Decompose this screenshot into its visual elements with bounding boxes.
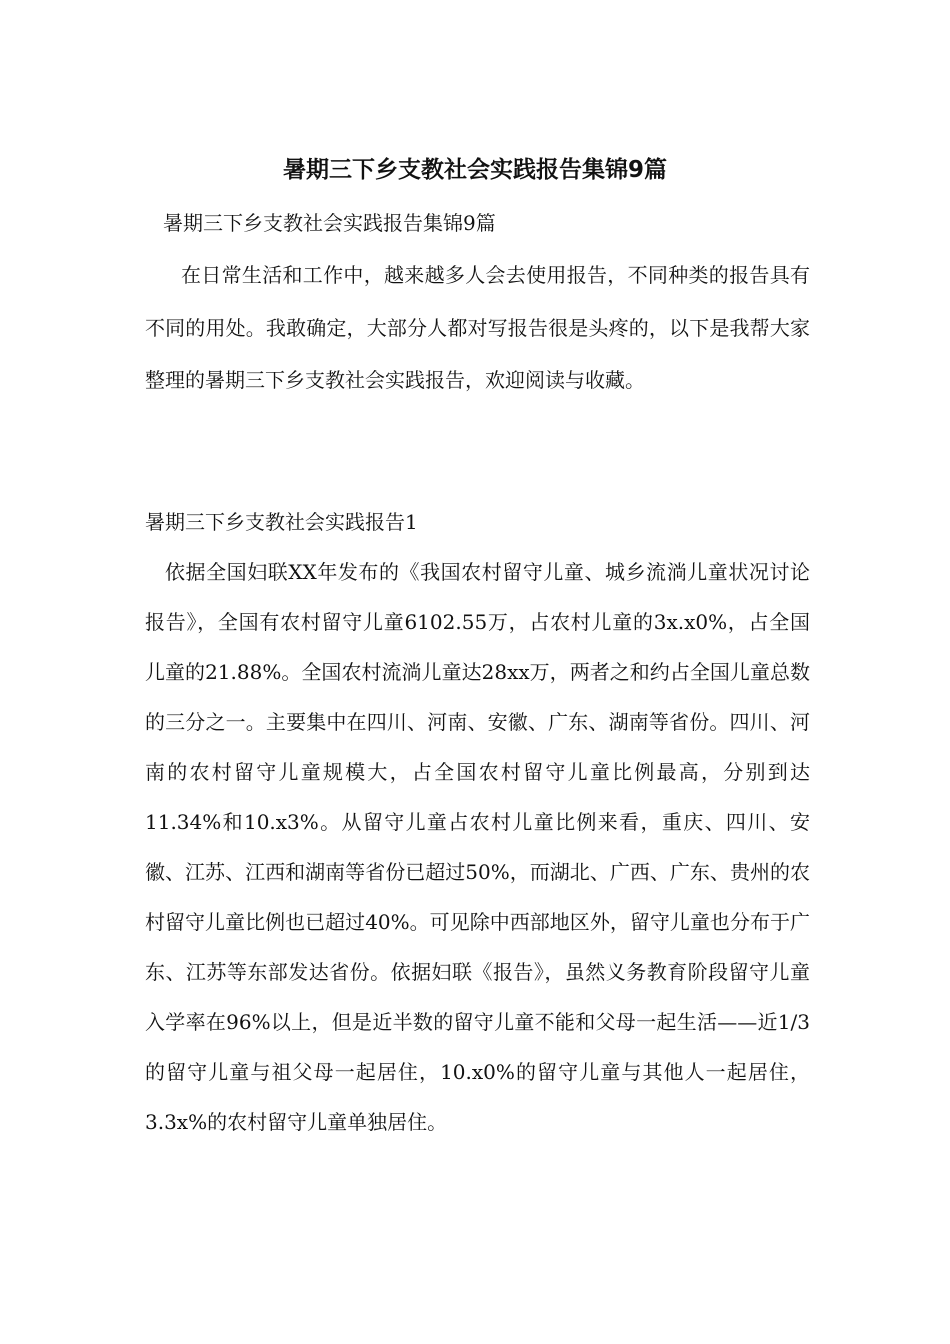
intro-paragraph: 在日常生活和工作中，越来越多人会去使用报告，不同种类的报告具有不同的用处。我敢确定，大部分人都对写报告很是头疼的，以下是我帮大家整理的暑期三下乡支教社会实践报告，欢迎阅读与收藏。 <box>145 263 810 392</box>
document-title: 暑期三下乡支教社会实践报告集锦9篇 <box>282 157 667 183</box>
document-subtitle: 暑期三下乡支教社会实践报告集锦9篇 <box>163 211 496 235</box>
section-heading: 暑期三下乡支教社会实践报告1 <box>145 510 418 534</box>
section-body-paragraph: 依据全国妇联XX年发布的《我国农村留守儿童、城乡流淌儿童状况讨论报告》，全国有农村留守儿童6102.55万，占农村儿童的3x.x0%，占全国儿童的21.88%。全国农村流淌儿童达28xx万，两者之和约占全国儿童总数的三分之一。主要集中在四川、河南、安徽、广东、湖南等省份。四川、河南的农村留守儿童规模大，占全国农村留守儿童比例最高，分别到达11.34%和10.x3%。从留守儿童占农村儿童比例来看，重庆、四川、安徽、江苏、江西和湖南等省份已超过50%，而湖北、广西、广东、贵州的农村留守儿童比例也已超过40%。可见除中西部地区外，留守儿童也分布于广东、江苏等东部发达省份。依据妇联《报告》，虽然义务教育阶段留守儿童入学率在96%以上，但是近半数的留守儿童不能和父母一起生活——近1/3的留守儿童与祖父母一起居住，10.x0%的留守儿童与其他人一起居住，3.3x%的农村留守儿童单独居住。 <box>145 560 810 1134</box>
